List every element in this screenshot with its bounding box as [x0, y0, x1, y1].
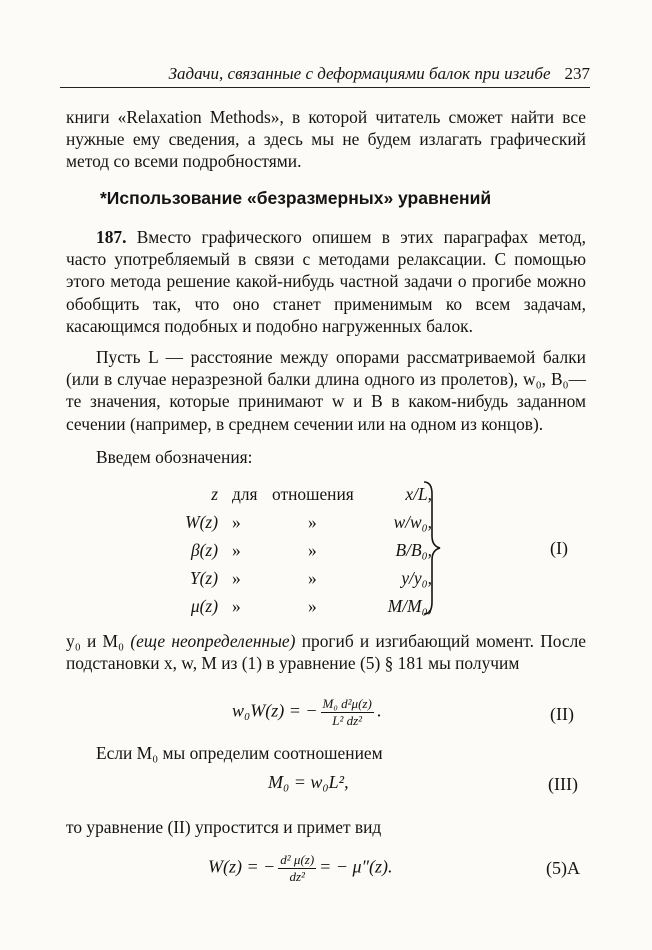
- def-symbol: z: [211, 484, 218, 504]
- eq2-denominator: L² dz²: [332, 713, 363, 728]
- def-ratio: B/B₀,: [395, 540, 432, 560]
- paragraph-187-text: Вместо графического опишем в этих параграфах метод, часто употребляемый в связи с методами релаксации. С помощью этого метода решение какой-нибудь частной задачи о прогибе можно обобщить так, что оно станет применимым ко всем задачам, касающимся подобных и подобно нагруженных балок.: [66, 227, 586, 336]
- equation-2: [232, 696, 381, 729]
- paragraph-notation: Введем обозначения:: [96, 447, 253, 467]
- paragraph-number: 187.: [96, 227, 127, 247]
- def-word: »: [232, 540, 241, 560]
- def-symbol: β(z): [190, 540, 218, 560]
- para4-lead: y₀ и M₀: [66, 631, 131, 651]
- def-word2: »: [308, 596, 317, 616]
- definition-row: [168, 484, 436, 508]
- right-brace-icon: [420, 480, 442, 616]
- paragraph-simplified: то уравнение (II) упростится и примет вид: [66, 817, 382, 837]
- def-word2: »: [308, 568, 317, 588]
- definition-row: [168, 540, 436, 564]
- eq5-rhs: = − μ″(z).: [319, 856, 393, 877]
- def-word: »: [232, 596, 241, 616]
- def-word: »: [232, 512, 241, 532]
- eq5-lhs: W(z) = −: [208, 856, 276, 877]
- def-symbol: μ(z): [190, 596, 218, 616]
- def-word: для: [232, 484, 258, 504]
- page-number: 237: [564, 64, 590, 83]
- def-ratio: w/w₀,: [393, 512, 432, 532]
- def-ratio: x/L,: [405, 484, 432, 504]
- running-header: [60, 64, 590, 88]
- equation-label-5a: (5)A: [546, 858, 580, 878]
- eq2-lhs: w₀W(z) = −: [232, 700, 318, 721]
- def-ratio: M/M₀,: [387, 596, 432, 616]
- equation-label-2: (II): [550, 704, 574, 724]
- equation-label-1: (I): [550, 538, 568, 558]
- definition-row: [168, 596, 436, 620]
- paragraph-substitution: [66, 630, 586, 674]
- paragraph-define-m0: Если M₀ мы определим соотношением: [96, 743, 383, 763]
- header-title: Задачи, связанные с деформациями балок при изгибе: [168, 64, 551, 83]
- definition-row: [168, 568, 436, 592]
- intro-paragraph: книги «Relaxation Methods», в которой читатель сможет найти все нужные ему сведения, а здесь мы не будем излагать графический метод со всеми подробностями.: [66, 107, 586, 172]
- def-word2: »: [308, 512, 317, 532]
- eq5-denominator: dz²: [289, 869, 305, 884]
- equation-label-3: (III): [548, 774, 578, 794]
- equation-3: M₀ = w₀L²,: [268, 772, 349, 792]
- def-symbol: Y(z): [189, 568, 218, 588]
- eq2-fraction: [321, 696, 374, 729]
- equation-5a: [208, 852, 393, 885]
- paragraph-187: [66, 226, 586, 337]
- def-ratio: y/y₀,: [401, 568, 432, 588]
- eq2-numerator: M₀ d²μ(z): [322, 696, 372, 711]
- def-word: »: [232, 568, 241, 588]
- para4-text: прогиб и изгибающий момент. После подстановки x, w, M из (1) в уравнение (5) § 181 мы получим: [66, 631, 587, 674]
- paragraph-definition: Пусть L — расстояние между опорами рассматриваемой балки (или в случае неразрезной балки длина одного из пролетов), w₀, B₀—те значения, которые принимают w и B в каком-нибудь заданном сечении (например, в среднем сечении или на одном из концов).: [66, 347, 586, 434]
- eq5-fraction: [278, 852, 316, 885]
- def-word2: »: [308, 540, 317, 560]
- def-symbol: W(z): [185, 512, 218, 532]
- definition-row: [168, 512, 436, 536]
- def-word2: отношения: [272, 484, 354, 504]
- eq2-tail: .: [376, 700, 382, 721]
- para4-italic: (еще неопределенные): [130, 631, 296, 651]
- eq5-numerator: d² μ(z): [280, 852, 315, 867]
- section-title: *Использование «безразмерных» уравнений: [100, 188, 492, 208]
